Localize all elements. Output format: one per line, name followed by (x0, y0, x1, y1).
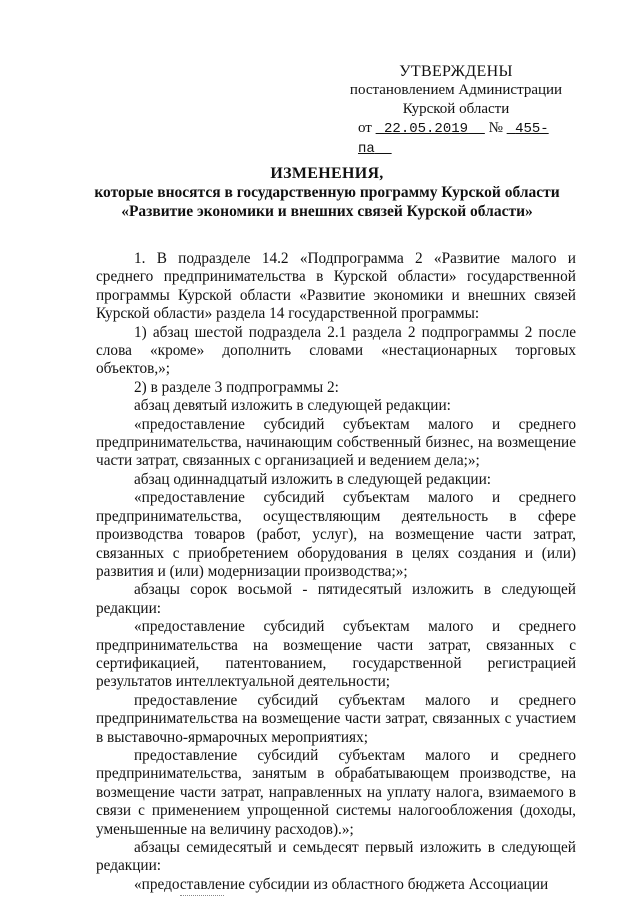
scan-artifact-line (180, 895, 224, 896)
approval-line-1: постановлением Администрации (349, 82, 563, 98)
title-line-2: которые вносятся в государственную программу Курской области (94, 184, 560, 201)
paragraph: 1) абзац шестой подраздела 2.1 раздела 2 подпрограммы 2 после слова «кроме» дополнить словами «нестационарных торговых объектов,»; (96, 323, 576, 378)
approval-heading: УТВЕРЖДЕНЫ (399, 63, 513, 80)
paragraph: абзацы сорок восьмой - пятидесятый изложить в следующей редакции: (96, 581, 576, 617)
paragraph: абзац одиннадцатый изложить в следующей редакции: (134, 470, 492, 488)
paragraph: предоставление субсидий субъектам малого и среднего предпринимательства на возмещение части затрат, связанных с участием в выставочно-ярмарочных мероприятиях; (96, 691, 576, 746)
approval-number: 455-па (358, 121, 549, 157)
approval-date-line (336, 119, 576, 159)
paragraph: 1. В подразделе 14.2 «Подпрограмма 2 «Развитие малого и среднего предпринимательства в Курской области» государственной программы Курской области «Развитие экономики и внешних связей Курской области» раздела 14 государственной программы: (96, 250, 576, 323)
paragraph: «предоставление субсидий субъектам малого и среднего предпринимательства на возмещение части затрат, связанных с сертификацией, патентованием, государственной регистрацией результатов интеллектуальной деятельности; (96, 618, 576, 691)
paragraph: предоставление субсидий субъектам малого и среднего предпринимательства, занятым в обрабатывающем производстве, на возмещение части затрат, направленных на уплату налога, взимаемого в связи с применением упрощенной системы налогообложения (доходы, уменьшенные на величину расходов).»; (96, 746, 576, 838)
paragraph: «предоставление субсидий субъектам малого и среднего предпринимательства, начинающим собственный бизнес, на возмещение части затрат, связанных с организацией и ведением дела;»; (96, 415, 576, 470)
approval-date: 22.05.2019 (384, 121, 469, 137)
title-line-3: «Развитие экономики и внешних связей Курской области» (121, 203, 533, 220)
from-label: от (358, 120, 372, 136)
document-body (96, 250, 576, 894)
document-title (94, 164, 560, 221)
approval-line-2: Курской области (402, 101, 510, 117)
approval-stamp (336, 62, 576, 159)
paragraph: 2) в разделе 3 подпрограммы 2: (134, 378, 339, 396)
title-line-1: ИЗМЕНЕНИЯ, (270, 165, 384, 182)
paragraph: «предоставление субсидии из областного бюджета Ассоциации (134, 875, 549, 893)
paragraph: абзац девятый изложить в следующей редакции: (134, 397, 451, 415)
number-label: № (488, 120, 503, 136)
paragraph: «предоставление субсидий субъектам малого и среднего предпринимательства, осуществляющим деятельность в сфере производства товаров (работ, услуг), на возмещение части затрат, связанных с приобретением оборудования в целях создания и (или) развития и (или) модернизации производства;»; (96, 489, 576, 580)
paragraph: абзацы семидесятый и семьдесят первый изложить в следующей редакции: (96, 839, 576, 875)
